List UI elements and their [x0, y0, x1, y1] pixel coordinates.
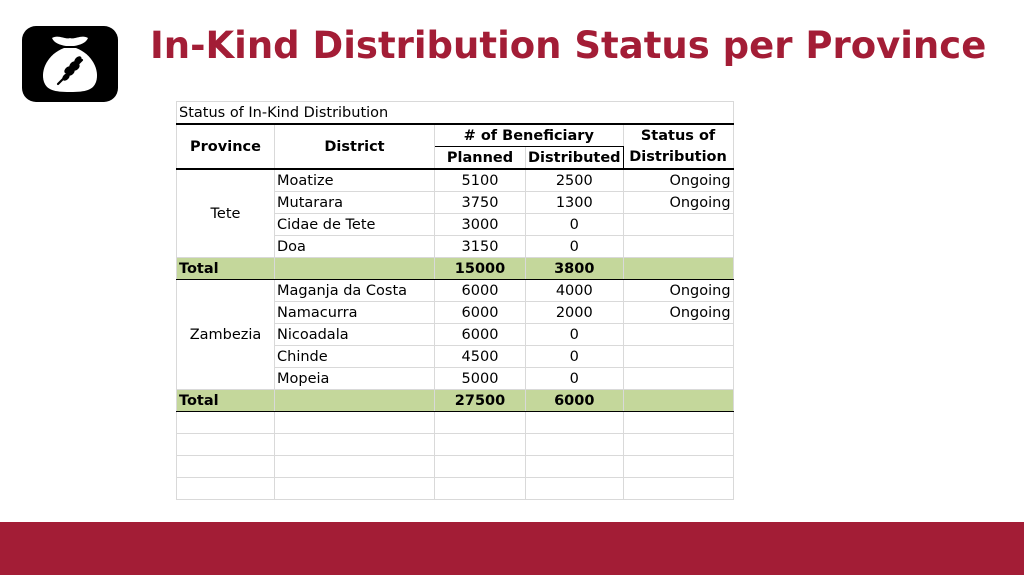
distributed-cell: 2500	[526, 169, 624, 192]
total-empty-district	[275, 390, 435, 412]
district-cell: Chinde	[275, 346, 435, 368]
total-label: Total	[177, 258, 275, 280]
header-distributed: Distributed	[526, 147, 624, 170]
empty-row	[177, 434, 734, 456]
distributed-cell: 2000	[526, 302, 624, 324]
empty-cell	[275, 456, 435, 478]
district-cell: Moatize	[275, 169, 435, 192]
empty-row	[177, 478, 734, 500]
footer-bar	[0, 522, 1024, 575]
planned-cell: 3150	[435, 236, 526, 258]
status-cell	[623, 236, 733, 258]
empty-cell	[177, 478, 275, 500]
status-cell: Ongoing	[623, 280, 733, 302]
total-empty-status	[623, 390, 733, 412]
planned-cell: 5000	[435, 368, 526, 390]
empty-cell	[526, 434, 624, 456]
planned-cell: 5100	[435, 169, 526, 192]
header-planned: Planned	[435, 147, 526, 170]
header-province: Province	[177, 124, 275, 169]
total-label: Total	[177, 390, 275, 412]
distributed-cell: 0	[526, 324, 624, 346]
distributed-cell: 1300	[526, 192, 624, 214]
district-cell: Maganja da Costa	[275, 280, 435, 302]
distribution-table-wrapper	[176, 101, 734, 500]
logo	[22, 26, 118, 102]
status-cell	[623, 214, 733, 236]
empty-cell	[275, 434, 435, 456]
distributed-cell: 0	[526, 368, 624, 390]
total-row	[177, 258, 734, 280]
planned-cell: 3750	[435, 192, 526, 214]
table-caption: Status of In-Kind Distribution	[177, 102, 734, 125]
distributed-cell: 0	[526, 236, 624, 258]
empty-cell	[526, 456, 624, 478]
province-cell: Zambezia	[177, 280, 275, 390]
table-body	[177, 102, 734, 500]
planned-cell: 6000	[435, 324, 526, 346]
page-title: In-Kind Distribution Status per Province	[150, 24, 987, 67]
total-planned: 27500	[435, 390, 526, 412]
empty-cell	[275, 478, 435, 500]
district-cell: Doa	[275, 236, 435, 258]
empty-cell	[435, 456, 526, 478]
district-cell: Cidae de Tete	[275, 214, 435, 236]
header-status: Status of Distribution	[623, 124, 733, 169]
table-row	[177, 280, 734, 302]
empty-cell	[623, 434, 733, 456]
header-district: District	[275, 124, 435, 169]
empty-row	[177, 456, 734, 478]
total-distributed: 6000	[526, 390, 624, 412]
planned-cell: 6000	[435, 302, 526, 324]
total-planned: 15000	[435, 258, 526, 280]
district-cell: Nicoadala	[275, 324, 435, 346]
distributed-cell: 0	[526, 346, 624, 368]
empty-cell	[177, 434, 275, 456]
total-row	[177, 390, 734, 412]
empty-cell	[435, 412, 526, 434]
district-cell: Mopeia	[275, 368, 435, 390]
grain-sack-icon	[22, 26, 118, 102]
empty-cell	[177, 412, 275, 434]
status-cell: Ongoing	[623, 302, 733, 324]
table-row	[177, 169, 734, 192]
distributed-cell: 0	[526, 214, 624, 236]
empty-cell	[526, 412, 624, 434]
empty-cell	[435, 478, 526, 500]
status-cell	[623, 368, 733, 390]
distributed-cell: 4000	[526, 280, 624, 302]
header-beneficiary: # of Beneficiary	[435, 124, 624, 147]
total-empty-status	[623, 258, 733, 280]
district-cell: Mutarara	[275, 192, 435, 214]
empty-cell	[435, 434, 526, 456]
planned-cell: 6000	[435, 280, 526, 302]
empty-cell	[526, 478, 624, 500]
status-cell: Ongoing	[623, 169, 733, 192]
empty-cell	[623, 412, 733, 434]
total-distributed: 3800	[526, 258, 624, 280]
district-cell: Namacurra	[275, 302, 435, 324]
distribution-table	[176, 101, 734, 500]
status-cell	[623, 324, 733, 346]
planned-cell: 3000	[435, 214, 526, 236]
empty-row	[177, 412, 734, 434]
status-cell	[623, 346, 733, 368]
province-cell: Tete	[177, 169, 275, 258]
total-empty-district	[275, 258, 435, 280]
empty-cell	[275, 412, 435, 434]
planned-cell: 4500	[435, 346, 526, 368]
status-cell: Ongoing	[623, 192, 733, 214]
empty-cell	[623, 456, 733, 478]
empty-cell	[177, 456, 275, 478]
empty-cell	[623, 478, 733, 500]
